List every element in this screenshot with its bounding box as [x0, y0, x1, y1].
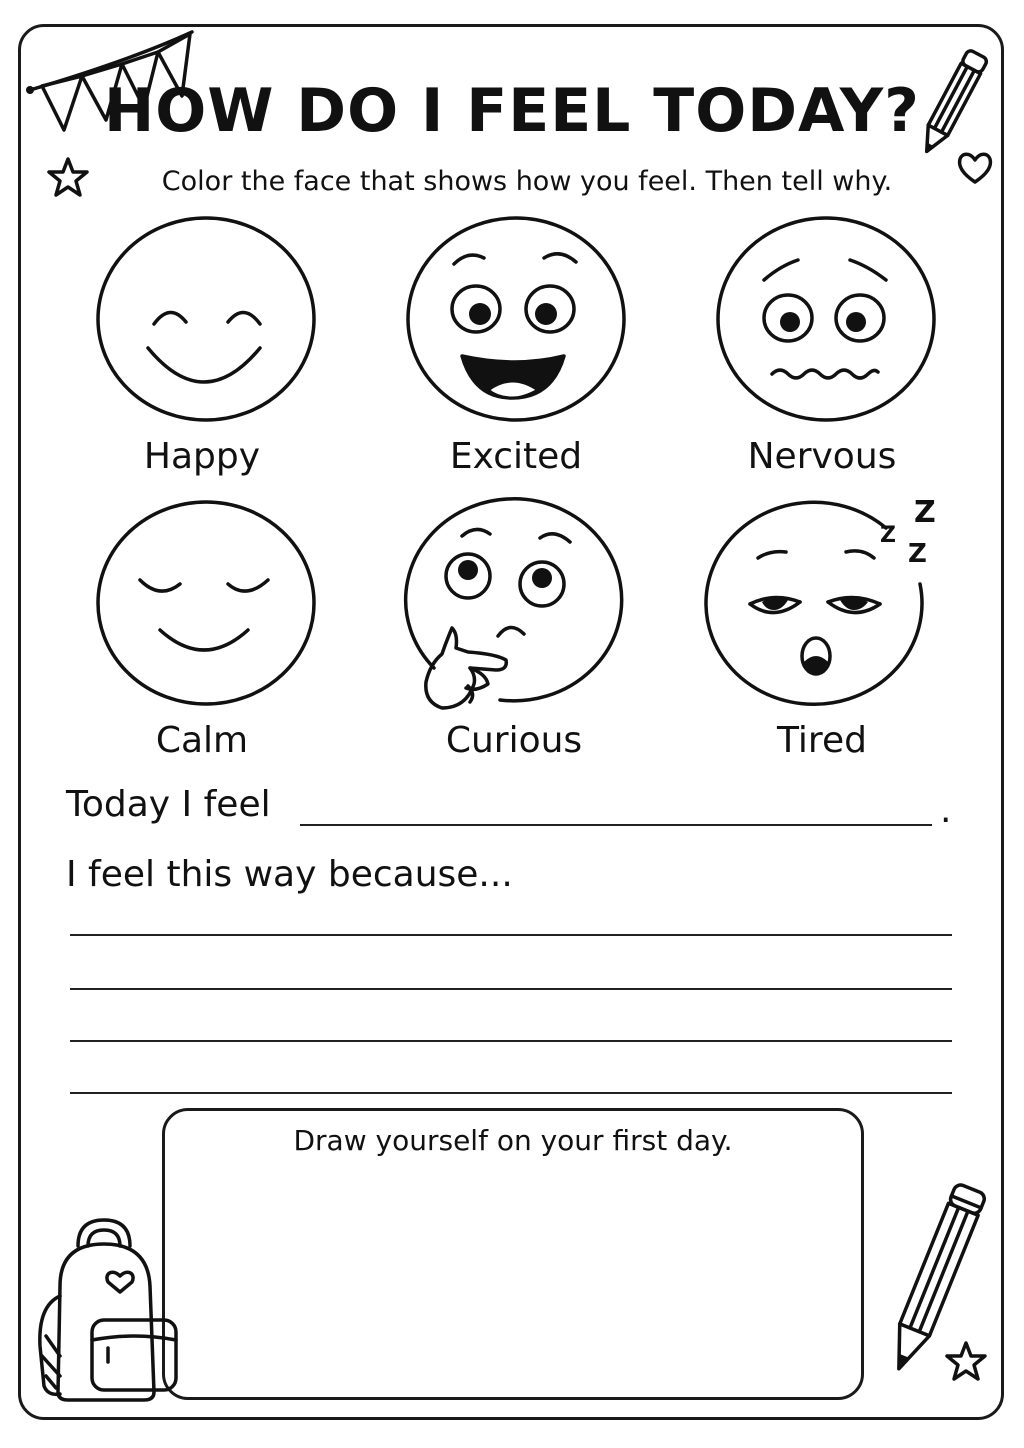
- happy-face-icon[interactable]: [94, 214, 318, 424]
- today-i-feel-label: Today I feel: [66, 784, 271, 825]
- curious-face-icon[interactable]: [404, 498, 628, 720]
- nervous-face-icon[interactable]: [714, 214, 938, 424]
- zzz-small: Z: [880, 523, 896, 548]
- today-feel-answer-line[interactable]: [300, 824, 932, 826]
- writing-line-1[interactable]: [70, 934, 952, 936]
- face-label-happy: Happy: [143, 436, 261, 477]
- calm-face-icon[interactable]: [94, 498, 318, 708]
- because-label: I feel this way because...: [66, 854, 513, 895]
- zzz-medium: Z: [908, 539, 927, 569]
- face-label-curious: Curious: [445, 720, 583, 761]
- excited-face-icon[interactable]: [404, 214, 628, 424]
- writing-line-2[interactable]: [70, 988, 952, 990]
- today-feel-period: .: [940, 790, 952, 831]
- drawing-area-label: Draw yourself on your first day.: [293, 1124, 733, 1157]
- face-label-calm: Calm: [155, 720, 249, 761]
- instructions: Color the face that shows how you feel. Then tell why.: [161, 166, 893, 197]
- face-label-tired: Tired: [777, 720, 867, 761]
- zzz-large: Z: [914, 495, 936, 530]
- writing-line-3[interactable]: [70, 1040, 952, 1042]
- sleep-zzz-icon: [872, 492, 944, 568]
- star-icon-bottom: [944, 1340, 988, 1382]
- backpack-icon: [30, 1216, 180, 1406]
- face-label-excited: Excited: [449, 436, 583, 477]
- writing-line-4[interactable]: [70, 1092, 952, 1094]
- face-label-nervous: Nervous: [747, 436, 897, 477]
- page-title: HOW DO I FEEL TODAY?: [104, 76, 920, 146]
